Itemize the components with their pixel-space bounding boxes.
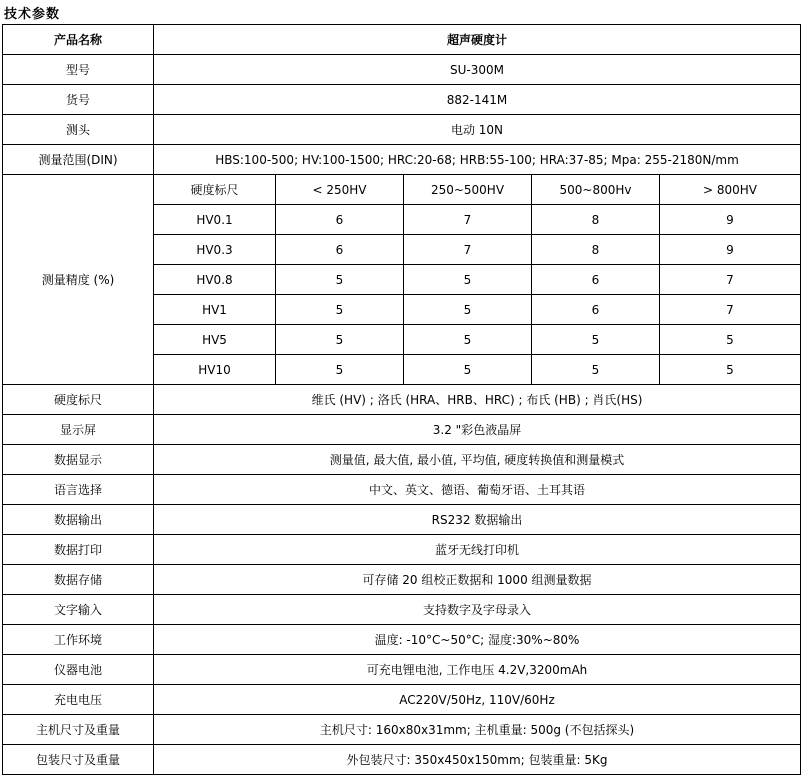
table-row [3, 625, 801, 655]
accuracy-value: 7 [660, 295, 801, 325]
row-value: AC220V/50Hz, 110V/60Hz [154, 685, 801, 715]
row-label: 仪器电池 [3, 655, 154, 685]
table-row [3, 685, 801, 715]
row-label: 数据存储 [3, 565, 154, 595]
row-value: 3.2 "彩色液晶屏 [154, 415, 801, 445]
row-value: HBS:100-500; HV:100-1500; HRC:20-68; HRB:55-100; HRA:37-85; Mpa: 255-2180N/mm [154, 145, 801, 175]
accuracy-column-header: > 800HV [660, 175, 801, 205]
row-value: 中文、英文、德语、葡萄牙语、土耳其语 [154, 475, 801, 505]
accuracy-value: 5 [660, 325, 801, 355]
table-row [3, 655, 801, 685]
accuracy-value: 7 [404, 205, 532, 235]
table-row [3, 445, 801, 475]
row-value: RS232 数据输出 [154, 505, 801, 535]
row-value: 维氏 (HV) ; 洛氏 (HRA、HRB、HRC) ; 布氏 (HB) ; 肖氏(HS) [154, 385, 801, 415]
accuracy-value: 6 [532, 295, 660, 325]
row-label: 测头 [3, 115, 154, 145]
accuracy-scale: HV0.3 [154, 235, 276, 265]
accuracy-value: 5 [404, 325, 532, 355]
row-label: 数据打印 [3, 535, 154, 565]
accuracy-value: 7 [404, 235, 532, 265]
row-value: 882-141M [154, 85, 801, 115]
section-title: 技术参数 [4, 7, 61, 22]
accuracy-scale: HV5 [154, 325, 276, 355]
accuracy-value: 5 [276, 325, 404, 355]
accuracy-value: 5 [404, 295, 532, 325]
table-row [3, 595, 801, 625]
row-value: 主机尺寸: 160x80x31mm; 主机重量: 500g (不包括探头) [154, 715, 801, 745]
table-row [3, 565, 801, 595]
row-label: 工作环境 [3, 625, 154, 655]
row-value: 电动 10N [154, 115, 801, 145]
row-label: 主机尺寸及重量 [3, 715, 154, 745]
table-row [3, 385, 801, 415]
accuracy-value: 6 [276, 235, 404, 265]
accuracy-value: 6 [276, 205, 404, 235]
accuracy-column-header: < 250HV [276, 175, 404, 205]
row-label: 语言选择 [3, 475, 154, 505]
table-row [3, 145, 801, 175]
row-label: 文字输入 [3, 595, 154, 625]
table-row [3, 85, 801, 115]
table-header-row [3, 25, 801, 55]
row-label: 包装尺寸及重量 [3, 745, 154, 775]
accuracy-value: 8 [532, 205, 660, 235]
row-label: 显示屏 [3, 415, 154, 445]
accuracy-value: 5 [276, 355, 404, 385]
accuracy-value: 7 [660, 265, 801, 295]
row-value: 测量值, 最大值, 最小值, 平均值, 硬度转换值和测量模式 [154, 445, 801, 475]
accuracy-value: 5 [404, 355, 532, 385]
spec-table-body [3, 25, 801, 775]
accuracy-value: 5 [276, 295, 404, 325]
accuracy-column-header: 250~500HV [404, 175, 532, 205]
row-label: 硬度标尺 [3, 385, 154, 415]
row-label: 数据显示 [3, 445, 154, 475]
row-value: 外包装尺寸: 350x450x150mm; 包装重量: 5Kg [154, 745, 801, 775]
accuracy-value: 5 [276, 265, 404, 295]
row-label: 充电电压 [3, 685, 154, 715]
table-row [3, 535, 801, 565]
row-value: SU-300M [154, 55, 801, 85]
accuracy-header-row [3, 175, 801, 205]
row-label: 货号 [3, 85, 154, 115]
table-row [3, 505, 801, 535]
header-label: 产品名称 [3, 25, 154, 55]
row-label: 测量范围(DIN) [3, 145, 154, 175]
table-row [3, 415, 801, 445]
spec-table [2, 24, 801, 775]
accuracy-value: 9 [660, 235, 801, 265]
accuracy-value: 6 [532, 265, 660, 295]
table-row [3, 715, 801, 745]
accuracy-value: 8 [532, 235, 660, 265]
accuracy-value: 5 [660, 355, 801, 385]
accuracy-scale: HV0.8 [154, 265, 276, 295]
table-row [3, 475, 801, 505]
accuracy-scale: HV1 [154, 295, 276, 325]
accuracy-scale: HV10 [154, 355, 276, 385]
accuracy-value: 5 [532, 325, 660, 355]
accuracy-value: 9 [660, 205, 801, 235]
header-value: 超声硬度计 [154, 25, 801, 55]
accuracy-column-header: 500~800Hv [532, 175, 660, 205]
table-row [3, 55, 801, 85]
row-value: 蓝牙无线打印机 [154, 535, 801, 565]
row-value: 可充电锂电池, 工作电压 4.2V,3200mAh [154, 655, 801, 685]
accuracy-scale: HV0.1 [154, 205, 276, 235]
row-value: 可存储 20 组校正数据和 1000 组测量数据 [154, 565, 801, 595]
table-row [3, 115, 801, 145]
row-value: 支持数字及字母录入 [154, 595, 801, 625]
accuracy-value: 5 [404, 265, 532, 295]
row-label: 数据输出 [3, 505, 154, 535]
row-value: 温度: -10°C~50°C; 湿度:30%~80% [154, 625, 801, 655]
row-label: 型号 [3, 55, 154, 85]
table-row [3, 745, 801, 775]
accuracy-label: 测量精度 (%) [3, 175, 154, 385]
accuracy-column-header: 硬度标尺 [154, 175, 276, 205]
accuracy-value: 5 [532, 355, 660, 385]
